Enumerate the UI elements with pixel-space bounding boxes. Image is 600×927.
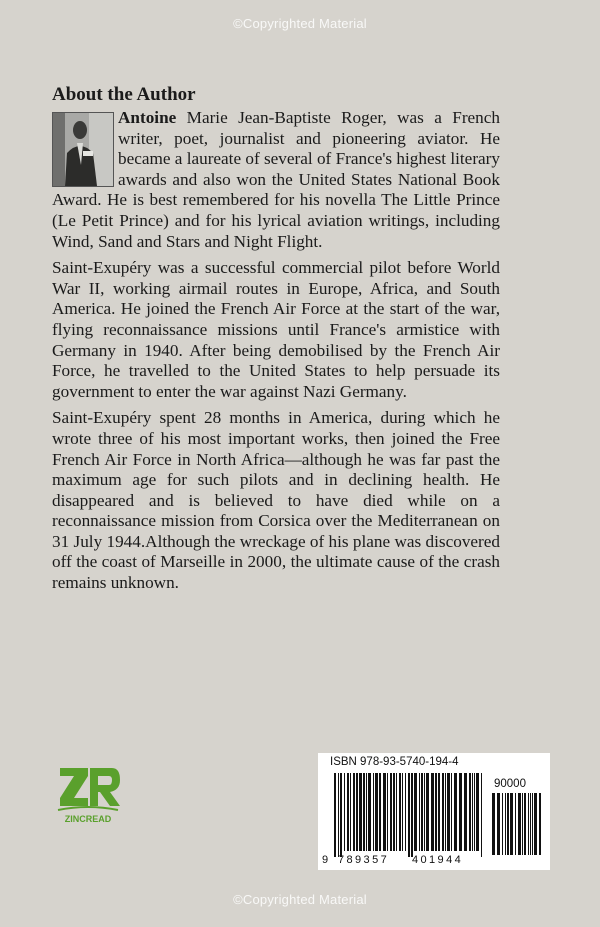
bio-paragraph-1: Antoine Marie Jean-Baptiste Roger, was a French writer, poet, journalist and pioneering aviator. He became a laureate of several of France's highest literary awards and also won the United States National Book Award. He is best remembered for his novella The Little Prince (Le Petit Prince) and for his lyrical aviation writings, including Wind, Sand and Stars and Night Flight. <box>52 108 500 251</box>
bio-paragraph-2: Saint-Exupéry was a successful commercial pilot before World War II, working airmail routes in Europe, Africa, and South America. He joined the French Air Force at the start of the war, flying reconnaissance missions until France's armistice with Germany in 1940. After being demobilised by the French Air Force, he travelled to the United States to help persuade its government to enter the war against Nazi Germany. <box>52 258 500 401</box>
author-biography <box>52 108 500 600</box>
isbn-barcode <box>334 773 486 857</box>
bio-lead-word: Antoine <box>118 108 177 127</box>
copyright-watermark-bottom: ©Copyrighted Material <box>233 892 367 907</box>
barcode-digit-first: 9 <box>322 854 329 866</box>
barcode-digits-left: 789357 <box>338 854 390 866</box>
about-author-heading: About the Author <box>52 84 196 105</box>
copyright-watermark-top: ©Copyrighted Material <box>233 16 367 31</box>
price-code: 90000 <box>494 778 526 790</box>
isbn-label: ISBN 978-93-5740-194-4 <box>330 756 459 768</box>
price-barcode <box>492 793 544 857</box>
bio-paragraph-3: Saint-Exupéry spent 28 months in America, during which he wrote three of his most important works, then joined the Free French Air Force in North Africa—although he was far past the maximum age for such pilots and in declining health. He disappeared and is believed to have died while on a reconnaissance mission from Corsica over the Mediterranean on 31 July 1944.Although the wreckage of his plane was discovered off the coast of Marseille in 2000, the ultimate cause of the crash remains unknown. <box>52 408 500 593</box>
publisher-name: ZINCREAD <box>64 814 112 824</box>
zincread-logo-icon <box>52 760 124 832</box>
barcode-digits-right: 401944 <box>412 854 464 866</box>
